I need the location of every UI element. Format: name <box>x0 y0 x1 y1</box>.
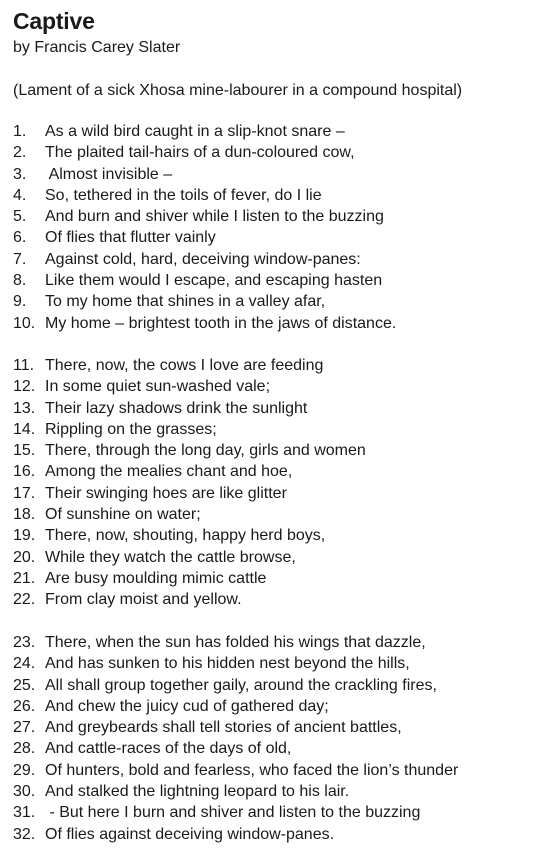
poem-line <box>13 419 366 440</box>
line-text: There, through the long day, girls and women <box>45 442 366 460</box>
poem-line <box>13 738 458 759</box>
line-text: And burn and shiver while I listen to the buzzing <box>45 208 384 226</box>
poem-line <box>13 525 366 546</box>
line-number: 30. <box>13 783 36 801</box>
line-text: In some quiet sun-washed vale; <box>45 378 271 396</box>
poem-author: by Francis Carey Slater <box>13 39 181 56</box>
poem-line <box>13 568 366 589</box>
line-number: 2. <box>13 144 27 162</box>
poem-line <box>13 313 396 334</box>
line-text: So, tethered in the toils of fever, do I lie <box>45 186 322 204</box>
poem-line <box>13 589 366 610</box>
line-text: Of hunters, bold and fearless, who faced the lion’s thunder <box>45 761 459 779</box>
poem-line <box>13 504 366 525</box>
poem-title: Captive <box>13 8 95 34</box>
poem-line <box>13 355 366 376</box>
line-text: There, now, shouting, happy herd boys, <box>45 527 326 545</box>
poem-line <box>13 440 366 461</box>
line-number: 13. <box>13 399 36 417</box>
line-text: Are busy moulding mimic cattle <box>45 569 267 587</box>
line-number: 32. <box>13 825 36 843</box>
line-number: 10. <box>13 314 36 332</box>
poem-line <box>13 547 366 568</box>
line-number: 27. <box>13 719 36 737</box>
line-text: My home – brightest tooth in the jaws of distance. <box>45 314 397 332</box>
line-number: 31. <box>13 804 36 822</box>
poem-line <box>13 653 458 674</box>
line-text: And stalked the lightning leopard to his lair. <box>45 783 350 801</box>
line-text: As a wild bird caught in a slip-knot snare – <box>45 123 345 140</box>
poem-line <box>13 291 396 312</box>
line-text: All shall group together gaily, around the crackling fires, <box>45 676 437 694</box>
line-text: Their lazy shadows drink the sunlight <box>45 399 308 417</box>
line-number: 21. <box>13 569 36 587</box>
line-text: Like them would I escape, and escaping hasten <box>45 272 383 290</box>
line-number: 17. <box>13 484 36 502</box>
line-number: 25. <box>13 676 36 694</box>
line-number: 4. <box>13 186 27 204</box>
line-text: - But here I burn and shiver and listen to the buzzing <box>45 804 421 822</box>
poem-line <box>13 802 458 823</box>
line-text: Of sunshine on water; <box>45 506 201 524</box>
line-text: And chew the juicy cud of gathered day; <box>45 697 329 715</box>
line-number: 15. <box>13 442 36 460</box>
line-number: 5. <box>13 208 27 226</box>
line-number: 3. <box>13 165 27 183</box>
poem-line <box>13 696 458 717</box>
poem-line <box>13 824 458 845</box>
line-text: Rippling on the grasses; <box>45 420 217 438</box>
line-text: There, now, the cows I love are feeding <box>45 357 324 374</box>
line-text: Their swinging hoes are like glitter <box>45 484 287 502</box>
poem-line <box>13 249 396 270</box>
poem-line <box>13 270 396 291</box>
line-number: 19. <box>13 527 36 545</box>
line-text: And greybeards shall tell stories of ancient battles, <box>45 719 402 737</box>
stanza-1 <box>13 121 396 334</box>
line-text: Almost invisible – <box>45 165 173 183</box>
line-number: 26. <box>13 697 36 715</box>
line-text: There, when the sun has folded his wings that dazzle, <box>45 634 426 651</box>
poem-line <box>13 206 396 227</box>
line-number: 6. <box>13 229 27 247</box>
poem-line <box>13 142 396 163</box>
line-text: And has sunken to his hidden nest beyond the hills, <box>45 655 410 673</box>
line-number: 28. <box>13 740 36 758</box>
poem-subtitle: (Lament of a sick Xhosa mine-labourer in a compound hospital) <box>13 82 463 99</box>
line-text: Of flies that flutter vainly <box>45 229 216 247</box>
poem-line <box>13 632 458 653</box>
line-number: 20. <box>13 548 36 566</box>
poem-line <box>13 227 396 248</box>
line-text: Against cold, hard, deceiving window-panes: <box>45 250 361 268</box>
line-text: Among the mealies chant and hoe, <box>45 463 293 481</box>
line-text: To my home that shines in a valley afar, <box>45 293 326 311</box>
poem-line <box>13 164 396 185</box>
line-number: 16. <box>13 463 36 481</box>
line-number: 18. <box>13 506 36 524</box>
line-text: Of flies against deceiving window-panes. <box>45 825 335 843</box>
line-number: 1. <box>13 123 27 140</box>
line-text: While they watch the cattle browse, <box>45 548 296 566</box>
line-text: From clay moist and yellow. <box>45 591 242 609</box>
line-number: 8. <box>13 272 27 290</box>
line-text: And cattle-races of the days of old, <box>45 740 292 758</box>
poem-line <box>13 717 458 738</box>
line-number: 23. <box>13 634 36 651</box>
poem-line <box>13 781 458 802</box>
line-number: 7. <box>13 250 27 268</box>
poem-line <box>13 185 396 206</box>
line-text: The plaited tail-hairs of a dun-coloured cow, <box>45 144 355 162</box>
line-number: 22. <box>13 591 36 609</box>
poem-line <box>13 121 396 142</box>
poem-line <box>13 376 366 397</box>
line-number: 14. <box>13 420 36 438</box>
stanza-3 <box>13 632 458 845</box>
line-number: 11. <box>13 357 35 374</box>
line-number: 24. <box>13 655 36 673</box>
line-number: 29. <box>13 761 36 779</box>
line-number: 9. <box>13 293 27 311</box>
poem-line <box>13 461 366 482</box>
poem-line <box>13 398 366 419</box>
stanza-2 <box>13 355 366 611</box>
poem-line <box>13 483 366 504</box>
poem-line <box>13 675 458 696</box>
poem-line <box>13 760 458 781</box>
line-number: 12. <box>13 378 36 396</box>
